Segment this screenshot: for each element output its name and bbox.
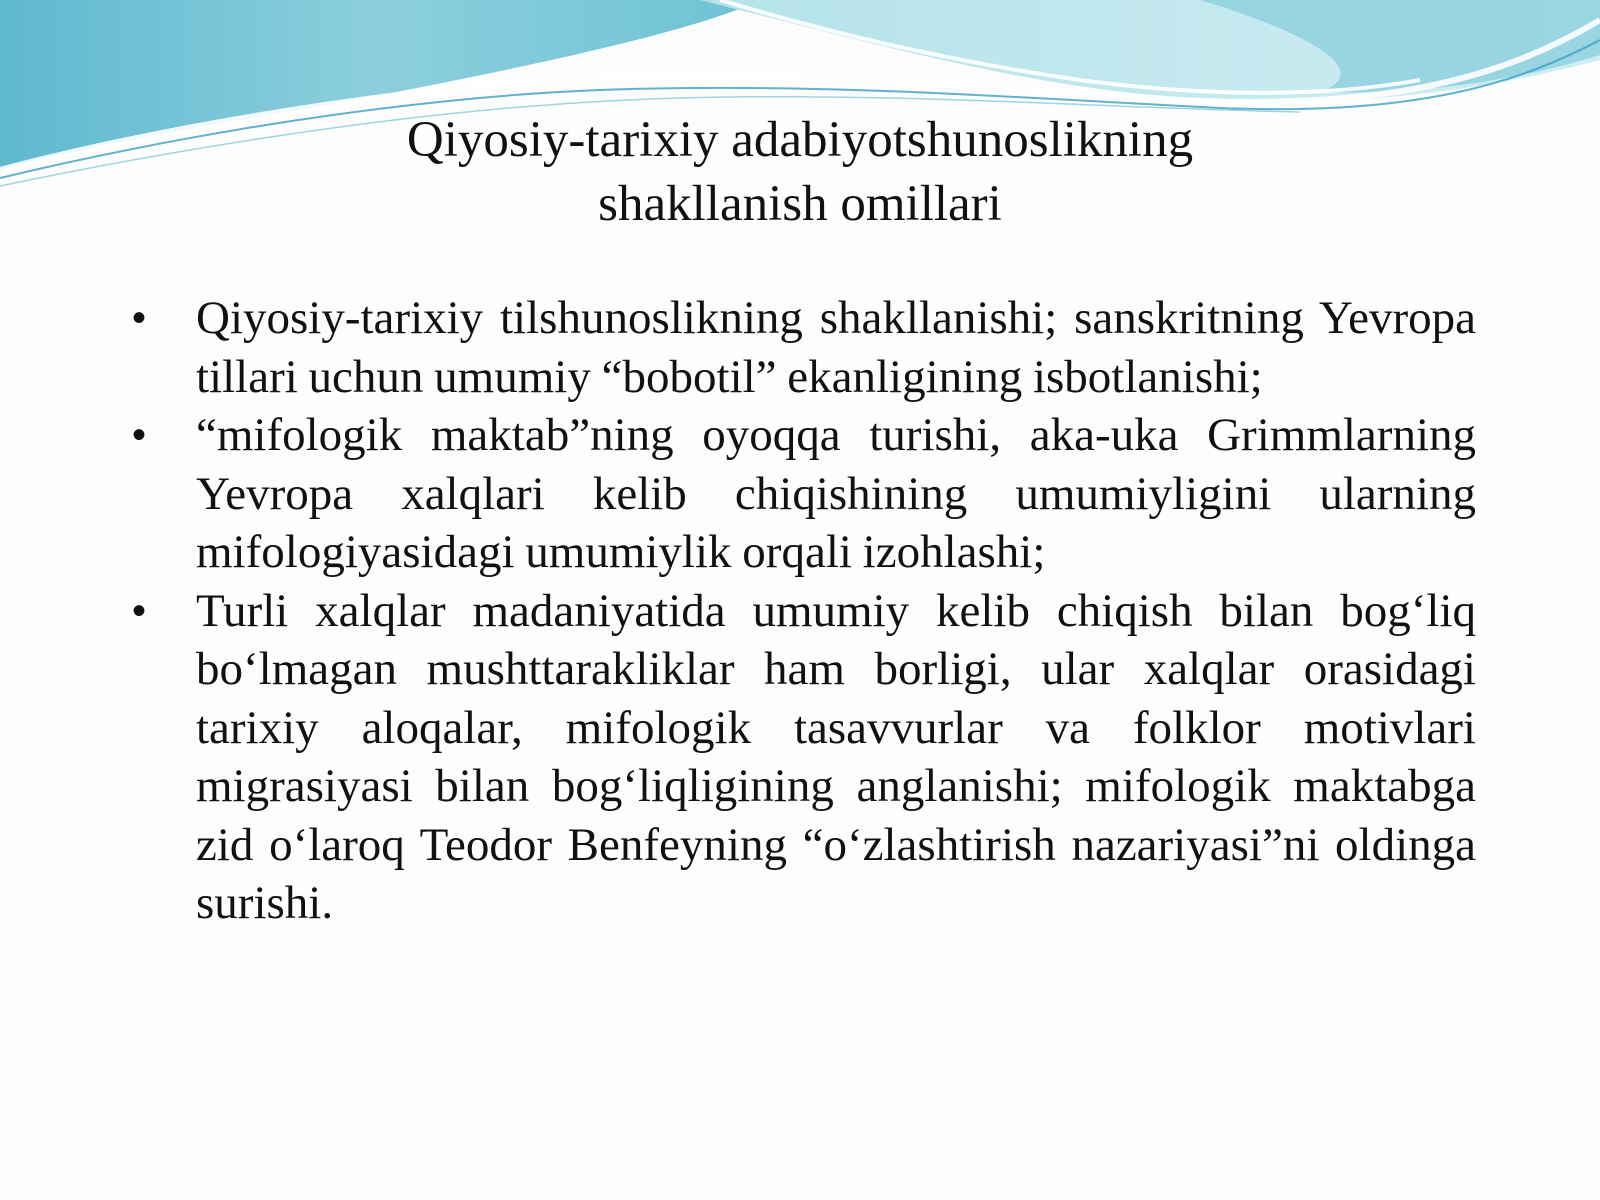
- bullet-text: Turli xalqlar madaniyatida umumiy kelib chiqish bilan bog‘liq bo‘lmagan mushttarakliklar ham borligi, ular xalqlar orasidagi tarixiy aloqalar, mifologik tasavvurlar va folklor motivlari migrasiyasi bilan bog‘liqligining anglanishi; mifologik maktabga zid o‘laroq Teodor Benfeyning “o‘zlashtirish nazariyasi”ni oldinga surishi.: [196, 584, 1476, 929]
- bullet-icon: •: [132, 296, 147, 340]
- bullet-item: [0, 406, 1600, 582]
- bullet-list: [0, 289, 1600, 933]
- bullet-icon: •: [132, 588, 147, 633]
- bullet-item: [0, 582, 1600, 933]
- title-line-1: Qiyosiy-tarixiy adabiyotshunoslikning: [406, 112, 1194, 168]
- slide-title: [200, 108, 1400, 236]
- bullet-text: Qiyosiy-tarixiy tilshunoslikning shakllanishi; sanskritning Yevropa tillari uchun umumiy “bobotil” ekanligining isbotlanishi;: [196, 292, 1476, 403]
- bullet-item: [0, 289, 1600, 406]
- title-line-2: shakllanish omillari: [598, 176, 1002, 232]
- bullet-text: “mifologik maktab”ning oyoqqa turishi, aka-uka Grimmlarning Yevropa xalqlari kelib chiqishining umumiyligini ularning mifologiyasidagi umumiylik orqali izohlashi;: [196, 409, 1476, 578]
- bullet-icon: •: [132, 413, 147, 457]
